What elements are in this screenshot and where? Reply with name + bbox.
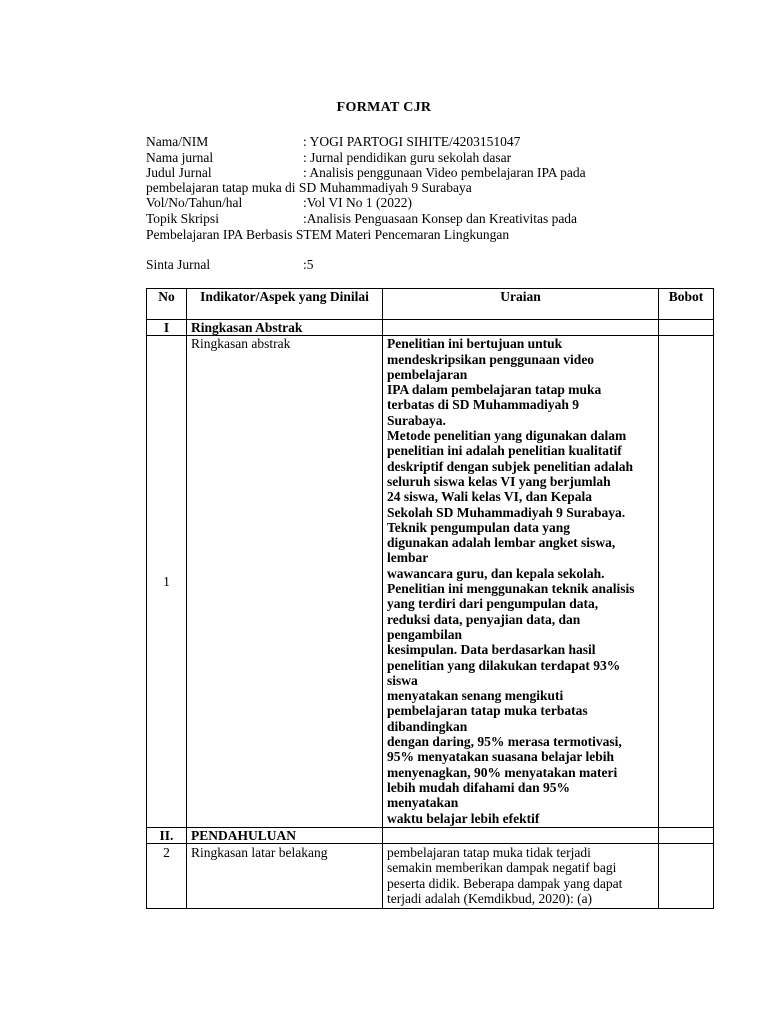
empty-cell xyxy=(383,827,659,843)
section-title: Ringkasan Abstrak xyxy=(187,320,383,336)
table-header-row xyxy=(147,289,714,320)
nim-value: : YOGI PARTOGI SIHITE/4203151047 xyxy=(303,134,521,149)
sinta-value: :5 xyxy=(303,257,314,272)
uraian-line: lembar xyxy=(387,550,429,566)
uraian-line: mendeskripsikan penggunaan video xyxy=(387,351,595,367)
uraian-line: waktu belajar lebih efektif xyxy=(387,810,540,826)
uraian-line: Teknik pengumpulan data yang xyxy=(387,519,570,535)
judul-value: : Analisis penggunaan Video pembelajaran IPA pada xyxy=(303,165,586,180)
uraian-line: seluruh siswa kelas VI yang berjumlah xyxy=(387,473,611,489)
topik-value: :Analisis Penguasaan Konsep dan Kreativitas pada xyxy=(303,211,578,226)
uraian-cell xyxy=(383,336,659,828)
uraian-line: pembelajaran tatap muka terbatas xyxy=(387,703,588,719)
bobot-cell xyxy=(659,336,714,828)
uraian-line: 24 siswa, Wali kelas VI, dan Kepala xyxy=(387,489,593,505)
uraian-line: digunakan adalah lembar angket siswa, xyxy=(387,535,616,551)
cjr-table xyxy=(146,288,714,909)
uraian-line: peserta didik. Beberapa dampak yang dapat xyxy=(387,875,623,891)
row-number: 1 xyxy=(147,336,187,828)
uraian-line: penelitian ini adalah penelitian kualitatif xyxy=(387,443,622,459)
uraian-line: menyatakan senang mengikuti xyxy=(387,688,564,704)
uraian-line: terbatas di SD Muhammadiyah 9 xyxy=(387,397,580,413)
vol-label: Vol/No/Tahun/hal xyxy=(146,195,243,210)
jurnal-value: : Jurnal pendidikan guru sekolah dasar xyxy=(303,150,512,165)
header-no: No xyxy=(147,289,187,320)
uraian-line: lebih mudah difahami dan 95% xyxy=(387,779,571,795)
uraian-line: reduksi data, penyajian data, dan xyxy=(387,611,581,627)
uraian-line: Penelitian ini menggunakan teknik analisis xyxy=(387,581,635,597)
empty-cell xyxy=(383,320,659,336)
nim-label: Nama/NIM xyxy=(146,134,209,149)
indikator-cell: Ringkasan abstrak xyxy=(187,336,383,828)
uraian-line: wawancara guru, dan kepala sekolah. xyxy=(387,565,605,581)
uraian-line: deskriptif dengan subjek penelitian adalah xyxy=(387,458,634,474)
uraian-line: semakin memberikan dampak negatif bagi xyxy=(387,860,617,876)
indikator-cell: Ringkasan latar belakang xyxy=(187,844,383,909)
section-title: PENDAHULUAN xyxy=(187,827,383,843)
judul-label: Judul Jurnal xyxy=(146,165,212,180)
uraian-line: menyatakan xyxy=(387,795,459,811)
sinta-label: Sinta Jurnal xyxy=(146,257,211,272)
judul-continuation: pembelajaran tatap muka di SD Muhammadiyah 9 Surabaya xyxy=(146,180,472,195)
uraian-line: penelitian yang dilakukan terdapat 93% xyxy=(387,657,621,673)
uraian-line: Penelitian ini bertujuan untuk xyxy=(387,336,563,352)
section-number: II. xyxy=(147,827,187,843)
section-row-pendahuluan xyxy=(147,827,714,843)
table-row xyxy=(147,336,714,828)
header-uraian: Uraian xyxy=(383,289,659,320)
empty-cell xyxy=(659,320,714,336)
table-row xyxy=(147,844,714,909)
uraian-line: menyenagkan, 90% menyatakan materi xyxy=(387,764,618,780)
topik-label: Topik Skripsi xyxy=(146,211,219,226)
page-title: FORMAT CJR xyxy=(336,100,432,115)
uraian-line: terjadi adalah (Kemdikbud, 2020): (a) xyxy=(387,890,593,906)
section-row-abstrak xyxy=(147,320,714,336)
empty-cell xyxy=(659,827,714,843)
row-number: 2 xyxy=(147,844,187,909)
uraian-line: pembelajaran tatap muka tidak terjadi xyxy=(387,845,591,861)
jurnal-label: Nama jurnal xyxy=(146,150,214,165)
uraian-line: pengambilan xyxy=(387,626,463,642)
uraian-line: Surabaya. xyxy=(387,412,446,428)
uraian-line: siswa xyxy=(387,672,418,688)
header-bobot: Bobot xyxy=(659,289,714,320)
uraian-line: kesimpulan. Data berdasarkan hasil xyxy=(387,642,596,658)
uraian-line: yang terdiri dari pengumpulan data, xyxy=(387,596,599,612)
uraian-line: dibandingkan xyxy=(387,718,468,734)
topik-continuation: Pembelajaran IPA Berbasis STEM Materi Pencemaran Lingkungan xyxy=(146,227,510,242)
uraian-line: dengan daring, 95% merasa termotivasi, xyxy=(387,734,622,750)
uraian-line: Metode penelitian yang digunakan dalam xyxy=(387,428,627,444)
uraian-line: pembelajaran xyxy=(387,366,468,382)
section-number: I xyxy=(147,320,187,336)
uraian-line: 95% menyatakan suasana belajar lebih xyxy=(387,749,615,765)
uraian-line: Sekolah SD Muhammadiyah 9 Surabaya. xyxy=(387,504,626,520)
bobot-cell xyxy=(659,844,714,909)
header-indikator: Indikator/Aspek yang Dinilai xyxy=(187,289,383,320)
uraian-cell xyxy=(383,844,659,909)
vol-value: :Vol VI No 1 (2022) xyxy=(303,195,413,210)
uraian-line: IPA dalam pembelajaran tatap muka xyxy=(387,382,602,398)
